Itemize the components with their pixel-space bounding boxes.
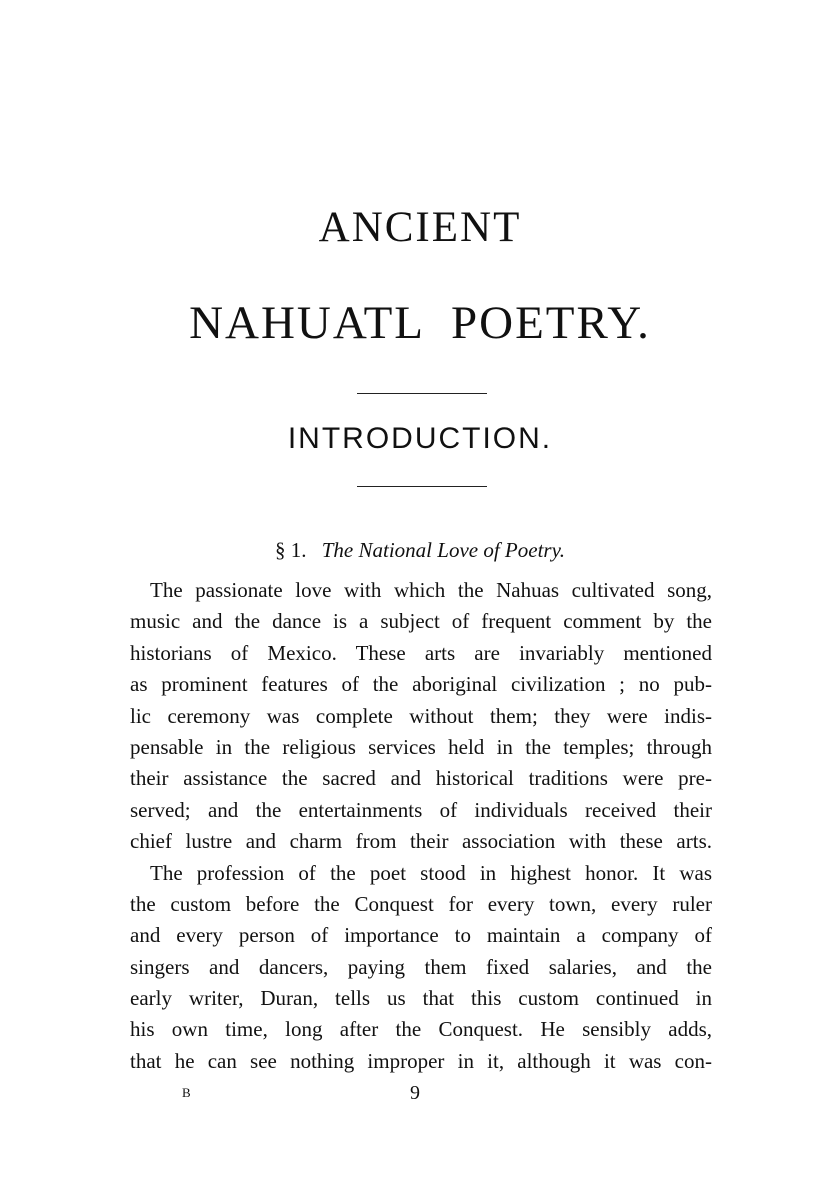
text-line: lic ceremony was complete without them; they were indis- (130, 703, 712, 728)
text-line: as prominent features of the aboriginal civilization ; no pub- (130, 672, 712, 697)
text-line: The profession of the poet stood in highest honor. It was (150, 860, 712, 885)
title-line-2: NAHUATL POETRY. (189, 297, 651, 349)
title-line-1: ANCIENT (318, 204, 522, 251)
subtitle: INTRODUCTION. (287, 422, 553, 455)
text-line: The passionate love with which the Nahuas cultivated song, (150, 578, 712, 602)
section-number: § 1. (275, 538, 307, 562)
section-heading (0, 540, 840, 561)
text-line: that he can see nothing improper in it, although it was con- (130, 1048, 712, 1073)
text-line: and every person of importance to maintain a company of (130, 923, 712, 948)
divider-rule-top (357, 393, 487, 394)
text-line: the custom before the Conquest for every town, every ruler (130, 891, 712, 916)
signature-mark: B (182, 1085, 191, 1100)
text-line: their assistance the sacred and historical traditions were pre- (130, 766, 712, 791)
divider-rule-bottom (357, 486, 487, 487)
text-line: music and the dance is a subject of frequent comment by the (130, 609, 712, 634)
text-line: chief lustre and charm from their association with these arts. (130, 829, 712, 854)
section-title: The National Love of Poetry. (321, 538, 565, 562)
text-line: historians of Mexico. These arts are invariably mentioned (130, 640, 712, 665)
page-number: 9 (410, 1082, 420, 1104)
text-line: served; and the entertainments of individuals received their (130, 797, 712, 822)
text-line: early writer, Duran, tells us that this custom continued in (130, 986, 712, 1011)
text-line: singers and dancers, paying them fixed salaries, and the (130, 954, 712, 979)
text-line: his own time, long after the Conquest. He sensibly adds, (130, 1017, 712, 1042)
body-text (130, 575, 712, 1077)
text-line: pensable in the religious services held in the temples; through (130, 734, 712, 759)
